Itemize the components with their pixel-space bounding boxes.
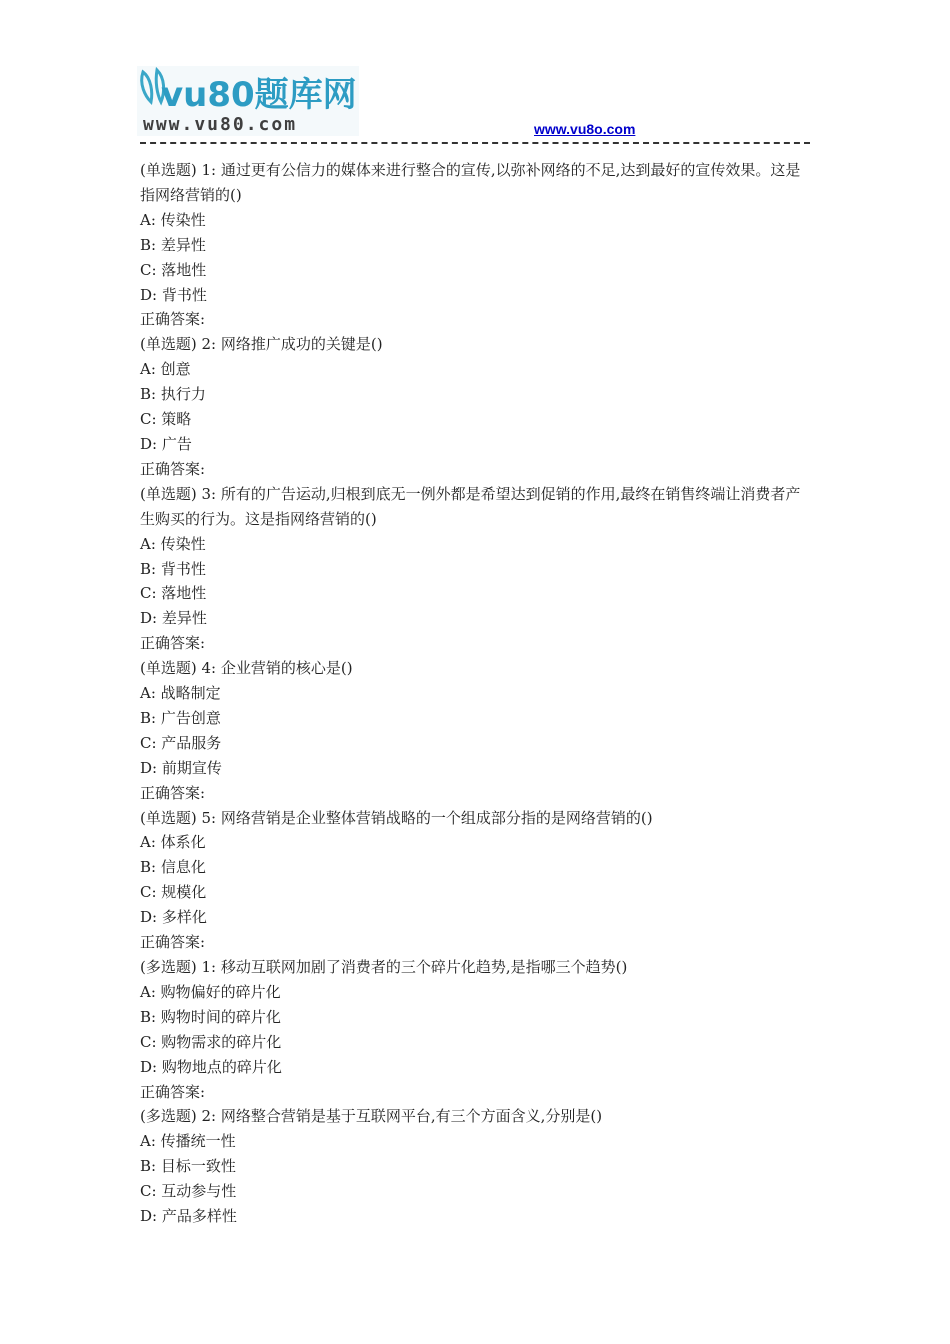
question-stem: 网络推广成功的关键是() bbox=[220, 335, 383, 354]
question-block bbox=[140, 955, 812, 1104]
answer-option: B: 执行力 bbox=[140, 385, 206, 404]
question-number: 5: bbox=[201, 808, 217, 827]
question-type: (单选题) bbox=[140, 659, 197, 678]
answer-option: A: 传染性 bbox=[140, 210, 206, 229]
site-logo[interactable] bbox=[137, 66, 359, 136]
answer-option: A: 体系化 bbox=[140, 833, 206, 852]
question-type: (多选题) bbox=[140, 1107, 197, 1126]
question-text bbox=[140, 656, 812, 681]
header-divider bbox=[140, 142, 810, 144]
correct-answer-label: 正确答案: bbox=[140, 933, 206, 952]
question-stem: 网络营销是企业整体营销战略的一个组成部分指的是网络营销的() bbox=[220, 808, 653, 827]
answer-option: B: 背书性 bbox=[140, 559, 206, 578]
question-number: 2: bbox=[201, 335, 217, 354]
question-block bbox=[140, 806, 812, 955]
question-number: 3: bbox=[201, 484, 217, 503]
correct-answer-label: 正确答案: bbox=[140, 459, 206, 478]
answer-option: D: 差异性 bbox=[140, 609, 207, 628]
question-type: (单选题) bbox=[140, 484, 197, 503]
logo-url: www.vu80.com bbox=[143, 114, 298, 135]
question-type: (单选题) bbox=[140, 161, 197, 179]
answer-option: D: 产品多样性 bbox=[140, 1207, 237, 1226]
answer-option: C: 策略 bbox=[140, 410, 192, 429]
answer-option: A: 创意 bbox=[140, 360, 191, 379]
question-block bbox=[140, 332, 812, 481]
answer-option: D: 多样化 bbox=[140, 908, 207, 927]
question-block bbox=[140, 482, 812, 656]
answer-option: D: 广告 bbox=[140, 434, 192, 453]
question-text bbox=[140, 1104, 812, 1129]
question-text bbox=[140, 482, 812, 532]
answer-option: B: 信息化 bbox=[140, 858, 206, 877]
question-type: (单选题) bbox=[140, 335, 197, 354]
answer-option: A: 传播统一性 bbox=[140, 1132, 236, 1151]
question-stem: 所有的广告运动,归根到底无一例外都是希望达到促销的作用,最终在销售终端让消费者产生购买的行为。这是指网络营销的() bbox=[140, 484, 801, 528]
question-block bbox=[140, 158, 812, 332]
question-stem: 通过更有公信力的媒体来进行整合的宣传,以弥补网络的不足,达到最好的宣传效果。这是指网络营销的() bbox=[140, 161, 801, 204]
answer-option: C: 规模化 bbox=[140, 883, 207, 902]
answer-option: B: 广告创意 bbox=[140, 708, 221, 727]
correct-answer-label: 正确答案: bbox=[140, 310, 206, 329]
answer-option: D: 背书性 bbox=[140, 285, 207, 304]
question-number: 1: bbox=[201, 958, 217, 976]
answer-option: C: 购物需求的碎片化 bbox=[140, 1032, 282, 1051]
question-stem: 网络整合营销是基于互联网平台,有三个方面含义,分别是() bbox=[220, 1107, 603, 1126]
correct-answer-label: 正确答案: bbox=[140, 634, 206, 653]
answer-option: C: 落地性 bbox=[140, 260, 207, 279]
site-link[interactable]: www.vu8o.com bbox=[534, 121, 636, 137]
question-list bbox=[140, 158, 812, 1229]
answer-option: C: 产品服务 bbox=[140, 733, 222, 752]
question-type: (单选题) bbox=[140, 808, 197, 827]
question-block bbox=[140, 656, 812, 805]
answer-option: D: 购物地点的碎片化 bbox=[140, 1057, 282, 1076]
question-text bbox=[140, 158, 812, 208]
answer-option: B: 目标一致性 bbox=[140, 1157, 236, 1176]
question-text bbox=[140, 332, 812, 357]
question-number: 1: bbox=[201, 161, 217, 179]
answer-option: C: 互动参与性 bbox=[140, 1182, 237, 1201]
answer-option: D: 前期宣传 bbox=[140, 758, 222, 777]
question-number: 4: bbox=[201, 659, 217, 678]
question-stem: 移动互联网加剧了消费者的三个碎片化趋势,是指哪三个趋势() bbox=[220, 958, 628, 976]
answer-option: B: 差异性 bbox=[140, 235, 206, 254]
answer-option: A: 购物偏好的碎片化 bbox=[140, 982, 281, 1001]
correct-answer-label: 正确答案: bbox=[140, 1082, 206, 1101]
answer-option: C: 落地性 bbox=[140, 584, 207, 603]
question-stem: 企业营销的核心是() bbox=[220, 659, 353, 678]
question-block bbox=[140, 1104, 812, 1229]
correct-answer-label: 正确答案: bbox=[140, 783, 206, 802]
question-number: 2: bbox=[201, 1107, 217, 1126]
answer-option: A: 传染性 bbox=[140, 534, 206, 553]
question-text bbox=[140, 955, 812, 980]
answer-option: B: 购物时间的碎片化 bbox=[140, 1007, 281, 1026]
question-type: (多选题) bbox=[140, 958, 197, 976]
answer-option: A: 战略制定 bbox=[140, 684, 221, 703]
logo-text: vu80题库网 bbox=[161, 75, 357, 115]
question-text bbox=[140, 806, 812, 831]
